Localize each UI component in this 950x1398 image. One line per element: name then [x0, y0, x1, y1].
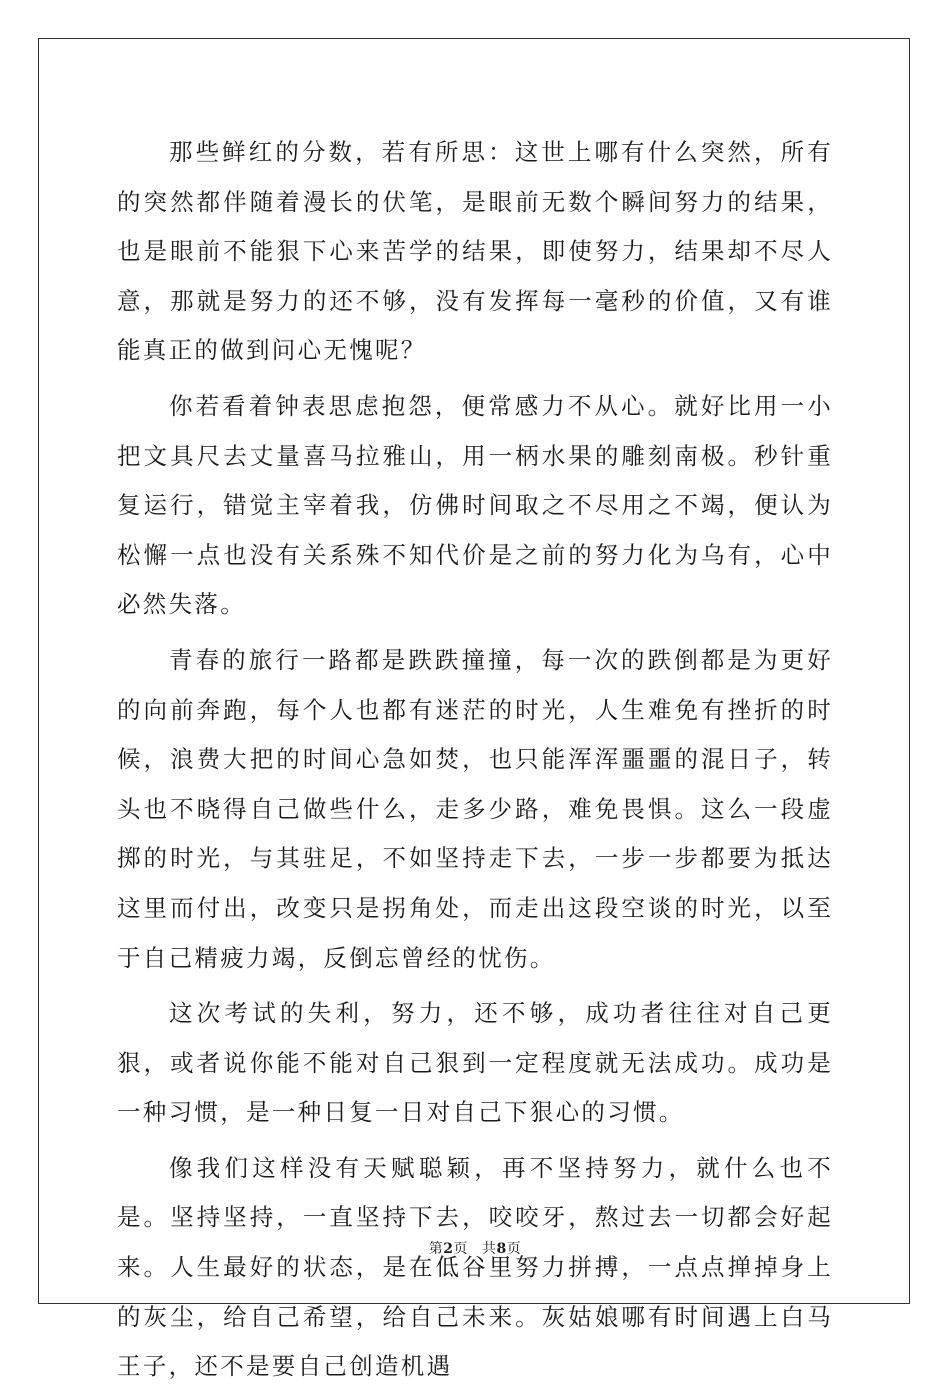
- paragraph: 青春的旅行一路都是跌跌撞撞，每一次的跌倒都是为更好的向前奔跑，每个人也都有迷茫的时光，人生难免有挫折的时候，浪费大把的时间心急如焚，也只能浑浑噩噩的混日子，转头也不晓得自己做些什么，走多少路，难免畏惧。这么一段虚掷的时光，与其驻足，不如坚持走下去，一步一步都要为抵达这里而付出，改变只是拐角处，而走出这段空谈的时光，以至于自己精疲力竭，反倒忘曾经的忧伤。: [117, 645, 833, 972]
- paragraph: 你若看着钟表思虑抱怨，便常感力不从心。就好比用一小把文具尺去丈量喜马拉雅山，用一柄水果的雕刻南极。秒针重复运行，错觉主宰着我，仿佛时间取之不尽用之不竭，便认为松懈一点也没有关系殊不知代价是之前的努力化为乌有，心中必然失落。: [117, 391, 833, 619]
- paragraph: 那些鲜红的分数，若有所思：这世上哪有什么突然，所有的突然都伴随着漫长的伏笔，是眼前无数个瞬间努力的结果，也是眼前不能狠下心来苦学的结果，即使努力，结果却不尽人意，那就是努力的还不够，没有发挥每一毫秒的价值，又有谁能真正的做到问心无愧呢？: [117, 138, 833, 365]
- page-number: 2: [443, 1241, 454, 1257]
- page-suffix: 页: [453, 1241, 468, 1257]
- document-body: [117, 128, 833, 1398]
- paragraph: 像我们这样没有天赋聪颖，再不坚持努力，就什么也不是。坚持坚持，一直坚持下去，咬咬牙，熬过去一切都会好起来。人生最好的状态，是在低谷里努力拼搏，一点点掸掉身上的灰尘，给自己希望，给自己未来。灰姑娘哪有时间遇上白马王子，还不是要自己创造机遇: [117, 1153, 833, 1381]
- page-prefix: 第: [428, 1241, 444, 1257]
- total-suffix: 页: [506, 1241, 522, 1257]
- page-footer: [0, 1238, 950, 1258]
- total-prefix: 共: [482, 1241, 497, 1257]
- paragraph: 这次考试的失利，努力，还不够，成功者往往对自己更狠，或者说你能不能对自己狠到一定程度就无法成功。成功是一种习惯，是一种日复一日对自己下狠心的习惯。: [117, 999, 833, 1127]
- total-pages: 8: [496, 1241, 507, 1257]
